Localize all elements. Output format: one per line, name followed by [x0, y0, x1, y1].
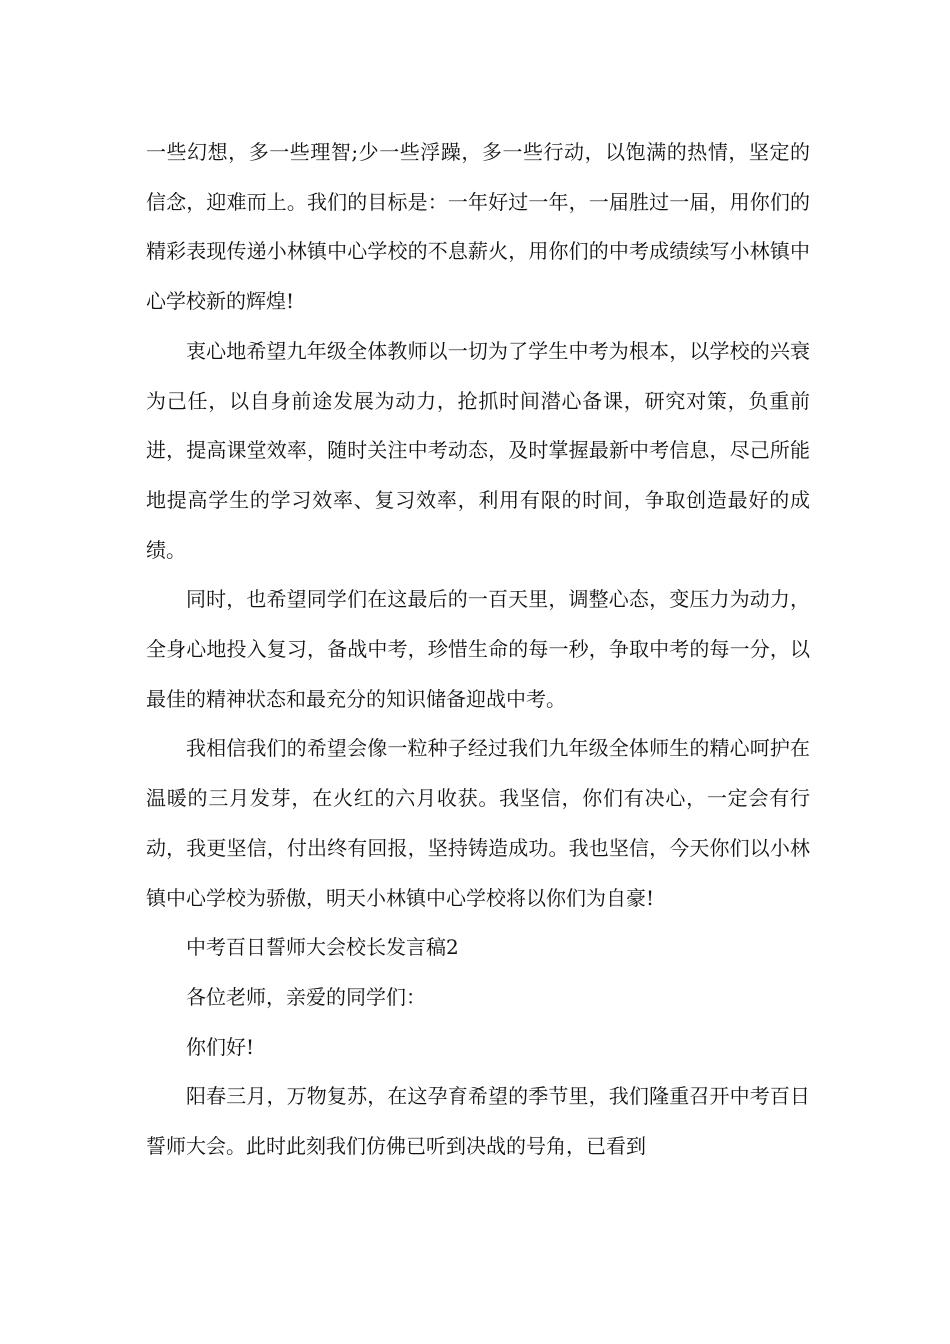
- paragraph-belief: 我相信我们的希望会像一粒种子经过我们九年级全体师生的精心呵护在温暖的三月发芽，在火红的六月收获。我坚信，你们有决心，一定会有行动，我更坚信，付出终有回报，坚持铸造成功。我也坚信，今天你们以小林镇中心学校为骄傲，明天小林镇中心学校将以你们为自豪!: [146, 736, 810, 910]
- paragraph-opening: 阳春三月，万物复苏，在这孕育希望的季节里，我们隆重召开中考百日誓师大会。此时此刻我们仿佛已听到决战的号角，已看到: [146, 1084, 810, 1159]
- document-body: [146, 128, 810, 1172]
- paragraph-students: 同时，也希望同学们在这最后的一百天里，调整心态，变压力为动力，全身心地投入复习，备战中考，珍惜生命的每一秒，争取中考的每一分，以最佳的精神状态和最充分的知识储备迎战中考。: [146, 587, 810, 711]
- paragraph-continuation: 一些幻想，多一些理智;少一些浮躁，多一些行动，以饱满的热情，坚定的信念，迎难而上。我们的目标是：一年好过一年，一届胜过一届，用你们的精彩表现传递小林镇中心学校的不息薪火，用你们的中考成绩续写小林镇中心学校新的辉煌!: [146, 140, 810, 314]
- paragraph-teachers: 衷心地希望九年级全体教师以一切为了学生中考为根本，以学校的兴衰为己任，以自身前途发展为动力，抢抓时间潜心备课，研究对策，负重前进，提高课堂效率，随时关注中考动态，及时掌握最新中考信息，尽己所能地提高学生的学习效率、复习效率，利用有限的时间，争取创造最好的成绩。: [146, 338, 810, 562]
- salutation: 各位老师，亲爱的同学们：: [186, 984, 426, 1009]
- section-title: 中考百日誓师大会校长发言稿2: [186, 935, 459, 960]
- greeting: 你们好!: [186, 1034, 255, 1059]
